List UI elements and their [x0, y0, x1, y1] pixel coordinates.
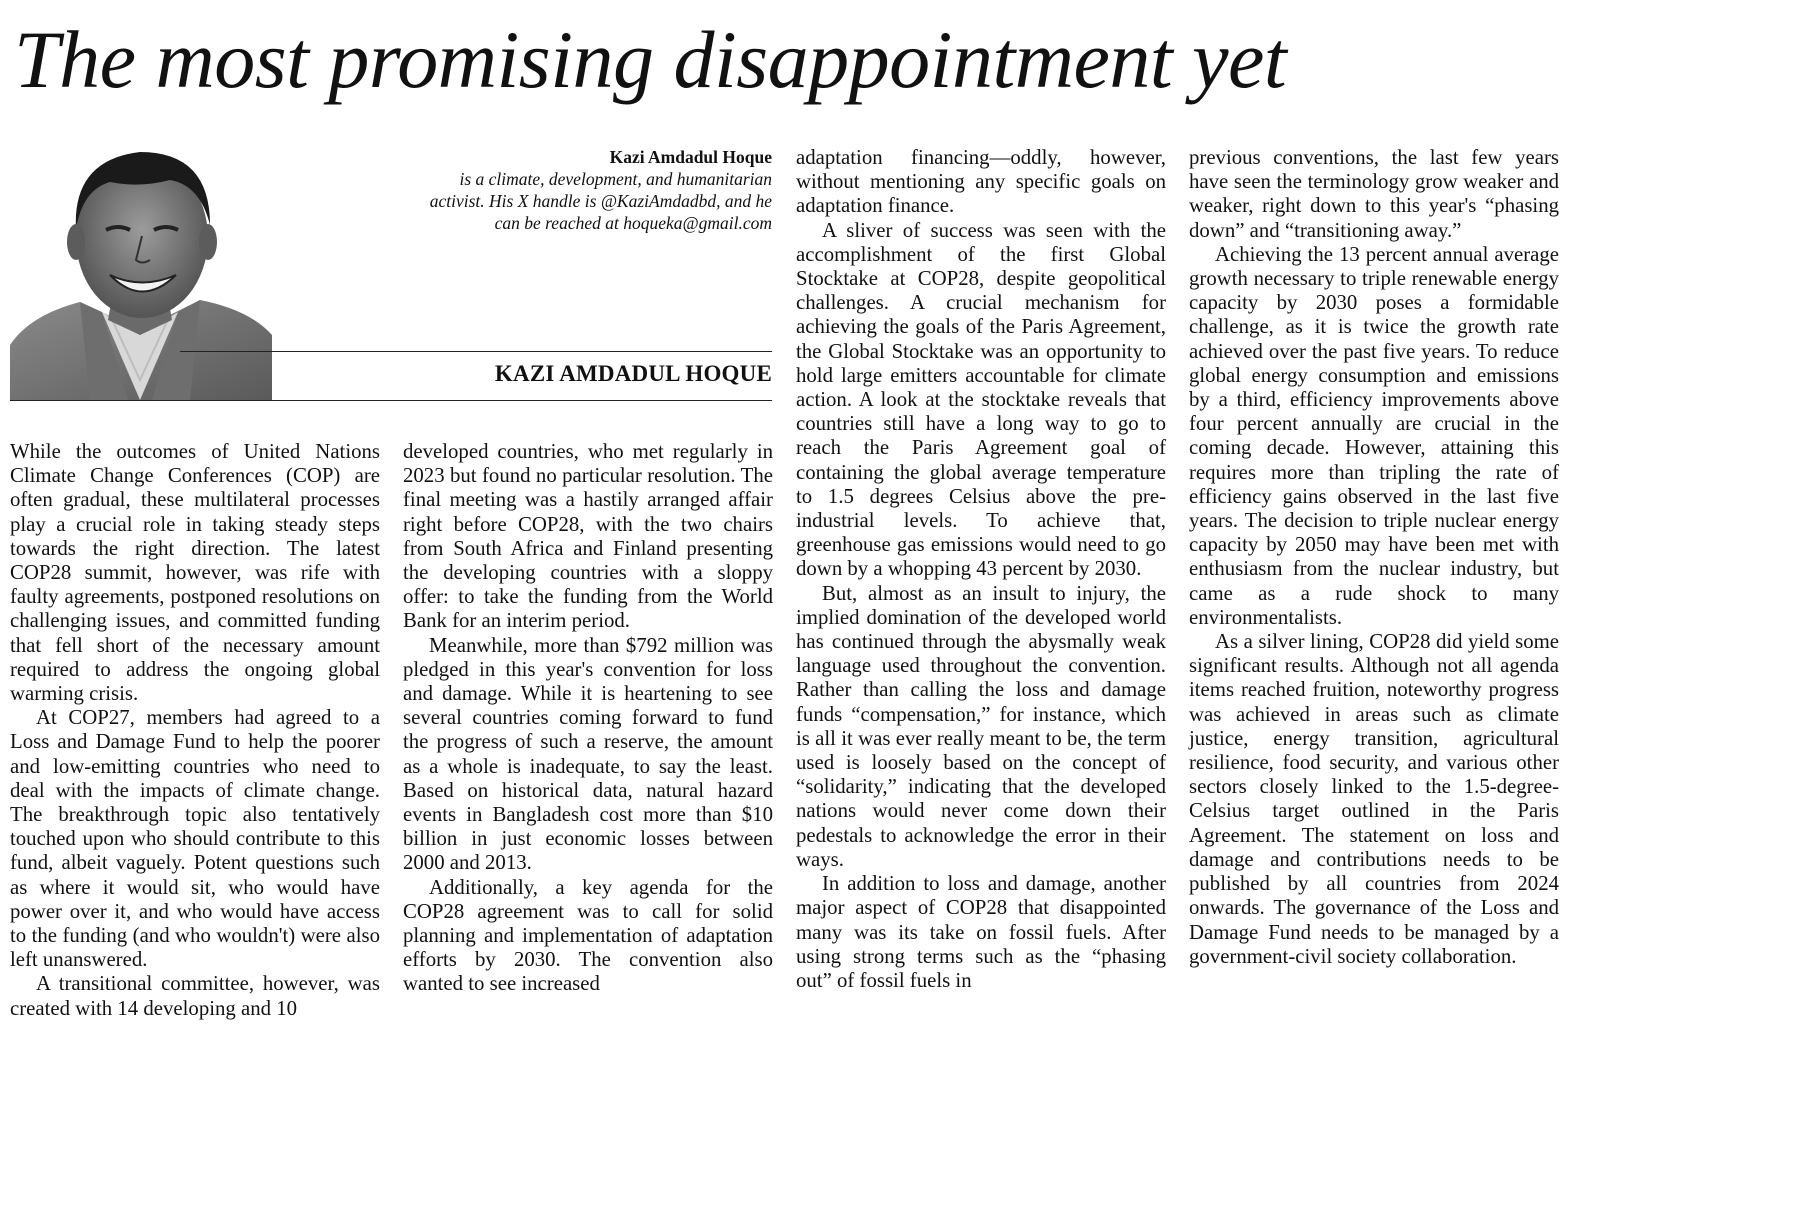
paragraph: But, almost as an insult to injury, the implied domination of the developed world has continued through the abysmally weak language used throughout the convention. Rather than calling the loss and damage funds “compensation,” for instance, which is all it was ever really meant to be, the term used is loosely based on the concept of “solidarity,” indicating that the developed nations would never come down their pedestals to acknowledge the error in their ways.	[796, 581, 1166, 871]
paragraph: While the outcomes of United Nations Climate Change Conferences (COP) are often gradual, these multilateral processes play a crucial role in taking steady steps towards the right direction. The latest COP28 summit, however, was rife with faulty agreements, postponed resolutions on challenging issues, and committed funding that fell short of the necessary amount required to address the ongoing global warming crisis.	[10, 440, 380, 706]
author-bio-text: is a climate, development, and humanitarian activist. His X handle is @KaziAmdadbd, and he can be reached at hoqueka@gmail.com	[429, 169, 772, 233]
paragraph: adaptation financing—oddly, however, without mentioning any specific goals on adaptation finance.	[796, 146, 1166, 218]
paragraph: A sliver of success was seen with the accomplishment of the first Global Stocktake at COP28, despite geopolitical challenges. A crucial mechanism for achieving the goals of the Paris Agreement, the Global Stocktake was an opportunity to hold large emitters accountable for climate action. A look at the stocktake reveals that countries still have a long way to go to reach the Paris Agreement goal of containing the global average temperature to 1.5 degrees Celsius above the pre-industrial levels. To achieve that, greenhouse gas emissions would need to go down by a whopping 43 percent by 2030.	[796, 218, 1166, 581]
article-column-4	[1189, 146, 1559, 969]
headline: The most promising disappointment yet	[14, 14, 1287, 105]
article-column-1	[10, 440, 380, 1021]
article-column-3	[796, 146, 1166, 993]
author-bio	[420, 146, 772, 234]
author-photo	[10, 130, 272, 400]
byline-rule	[180, 351, 772, 352]
section-divider	[10, 400, 772, 401]
paragraph: developed countries, who met regularly in 2023 but found no particular resolution. The final meeting was a hastily arranged affair right before COP28, with the two chairs from South Africa and Finland presenting the developing countries with a sloppy offer: to take the funding from the World Bank for an interim period.	[403, 440, 773, 633]
paragraph: In addition to loss and damage, another major aspect of COP28 that disappointed many was its take on fossil fuels. After using strong terms such as the “phasing out” of fossil fuels in	[796, 872, 1166, 992]
byline: KAZI AMDADUL HOQUE	[494, 361, 772, 386]
author-portrait-image	[10, 130, 272, 400]
paragraph: Additionally, a key agenda for the COP28 agreement was to call for solid planning and implementation of adaptation efforts by 2030. The convention also wanted to see increased	[403, 875, 773, 996]
paragraph: previous conventions, the last few years have seen the terminology grow weaker and weaker, right down to this year's “phasing down” and “transitioning away.”	[1189, 146, 1559, 242]
paragraph: At COP27, members had agreed to a Loss and Damage Fund to help the poorer and low-emitting countries who need to deal with the impacts of climate change. The breakthrough topic also tentatively touched upon who should contribute to this fund, albeit vaguely. Potent questions such as where it would sit, who would have power over it, and who would have access to the funding (and who wouldn't) were also left unanswered.	[10, 706, 380, 972]
paragraph: Achieving the 13 percent annual average growth necessary to triple renewable energy capacity by 2030 poses a formidable challenge, as it is twice the growth rate achieved over the past five years. To reduce global energy consumption and emissions by a third, efficiency improvements above four percent annually are crucial in the coming decade. However, attaining this requires more than tripling the rate of efficiency gains observed in the last five years. The decision to triple nuclear energy capacity by 2050 may have been met with enthusiasm from the nuclear industry, but came as a rude shock to many environmentalists.	[1189, 242, 1559, 629]
paragraph: As a silver lining, COP28 did yield some significant results. Although not all agenda items reached fruition, noteworthy progress was achieved in areas such as climate justice, energy transition, agricultural resilience, food security, and various other sectors closely linked to the 1.5-degree-Celsius target outlined in the Paris Agreement. The statement on loss and damage and contributions needs to be published by all countries from 2024 onwards. The governance of the Loss and Damage Fund needs to be managed by a government-civil society collaboration.	[1189, 630, 1559, 968]
paragraph: A transitional committee, however, was created with 14 developing and 10	[10, 972, 380, 1020]
paragraph: Meanwhile, more than $792 million was pledged in this year's convention for loss and damage. While it is heartening to see several countries coming forward to fund the progress of such a reserve, the amount as a whole is inadequate, to say the least. Based on historical data, natural hazard events in Bangladesh cost more than $10 billion in just economic losses between 2000 and 2013.	[403, 633, 773, 875]
article-column-2	[403, 440, 773, 997]
author-name: Kazi Amdadul Hoque	[609, 147, 772, 167]
